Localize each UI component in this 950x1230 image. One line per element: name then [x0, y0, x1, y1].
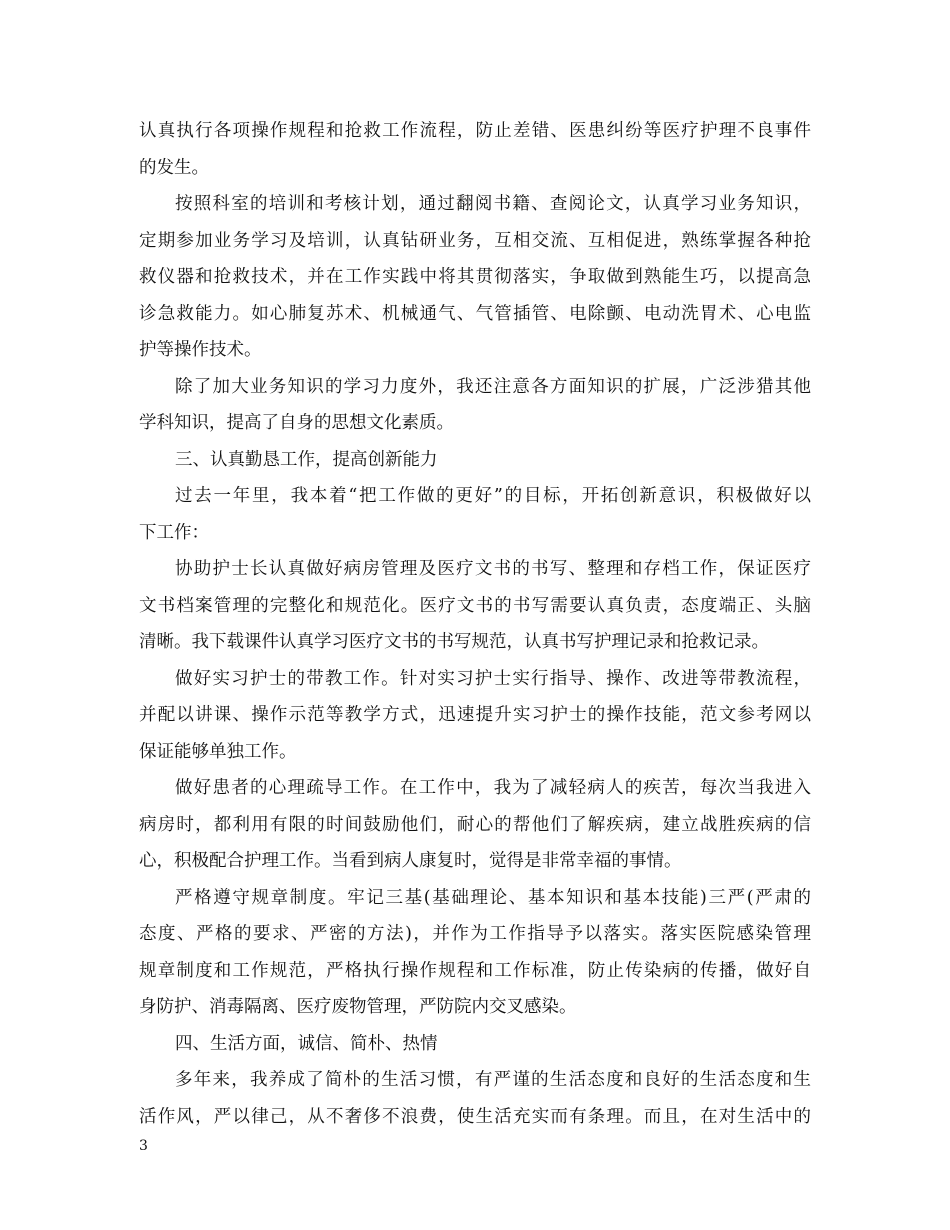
text-line: 文书档案管理的完整化和规范化。医疗文书的书写需要认真负责，态度端正、头脑	[139, 595, 811, 616]
text-line: 定期参加业务学习及培训，认真钻研业务，互相交流、互相促进，熟练掌握各种抢	[139, 230, 811, 251]
text-line: 三、认真勤恳工作，提高创新能力	[175, 449, 438, 470]
paragraph	[139, 551, 811, 661]
text-line: 救仪器和抢救技术，并在工作实践中将其贯彻落实，争取做到熟能生巧，以提高急	[139, 267, 811, 287]
text-line: 除了加大业务知识的学习力度外，我还注意各方面知识的扩展，广泛涉猎其他	[175, 376, 811, 397]
text-line: 并配以讲课、操作示范等教学方式，迅速提升实习护士的操作技能，范文参考网以	[139, 705, 811, 725]
text-line: 做好实习护士的带教工作。针对实习护士实行指导、操作、改进等带教流程，	[175, 668, 811, 689]
paragraph	[139, 770, 811, 880]
paragraph	[139, 369, 811, 442]
text-line: 活作风，严以律己，从不奢侈不浪费，使生活充实而有条理。而且，在对生活中的	[139, 1106, 811, 1127]
text-line: 保证能够单独工作。	[139, 741, 297, 762]
text-line: 身防护、消毒隔离、医疗废物管理，严防院内交叉感染。	[139, 997, 577, 1017]
paragraph	[139, 1026, 811, 1063]
text-line: 护等操作技术。	[139, 340, 262, 360]
text-line: 四、生活方面，诚信、简朴、热情	[175, 1033, 438, 1054]
body-text	[139, 113, 811, 1135]
paragraph	[139, 1062, 811, 1135]
text-line: 病房时，都利用有限的时间鼓励他们，耐心的帮他们了解疾病，建立战胜疾病的信	[139, 814, 811, 835]
paragraph	[139, 880, 811, 1026]
text-line: 的发生。	[139, 157, 209, 178]
text-line: 学科知识，提高了自身的思想文化素质。	[139, 413, 454, 433]
paragraph	[139, 113, 811, 186]
text-line: 态度、严格的要求、严密的方法)，并作为工作指导予以落实。落实医院感染管理	[139, 924, 811, 944]
text-line: 多年来，我养成了简朴的生活习惯，有严谨的生活态度和良好的生活态度和生	[175, 1070, 811, 1090]
text-line: 诊急救能力。如心肺复苏术、机械通气、气管插管、电除颤、电动洗胃术、心电监	[139, 303, 811, 324]
text-line: 严格遵守规章制度。牢记三基(基础理论、基本知识和基本技能)三严(严肃的	[175, 887, 811, 908]
paragraph	[139, 442, 811, 479]
paragraph	[139, 478, 811, 551]
text-line: 按照科室的培训和考核计划，通过翻阅书籍、查阅论文，认真学习业务知识，	[175, 194, 811, 214]
text-line: 规章制度和工作规范，严格执行操作规程和工作标准，防止传染病的传播，做好自	[139, 960, 811, 981]
text-line: 认真执行各项操作规程和抢救工作流程，防止差错、医患纠纷等医疗护理不良事件	[139, 121, 811, 141]
page-number: 3	[139, 1138, 148, 1154]
text-line: 过去一年里，我本着“把工作做的更好”的目标，开拓创新意识，积极做好以	[175, 486, 811, 506]
text-line: 清晰。我下载课件认真学习医疗文书的书写规范，认真书写护理记录和抢救记录。	[139, 632, 769, 652]
paragraph	[139, 661, 811, 771]
paragraph	[139, 186, 811, 369]
text-line: 心，积极配合护理工作。当看到病人康复时，觉得是非常幸福的事情。	[139, 851, 682, 871]
text-line: 下工作：	[139, 522, 209, 543]
text-line: 协助护士长认真做好病房管理及医疗文书的书写、整理和存档工作，保证医疗	[175, 559, 811, 579]
text-line: 做好患者的心理疏导工作。在工作中，我为了减轻病人的疾苦，每次当我进入	[175, 778, 811, 798]
